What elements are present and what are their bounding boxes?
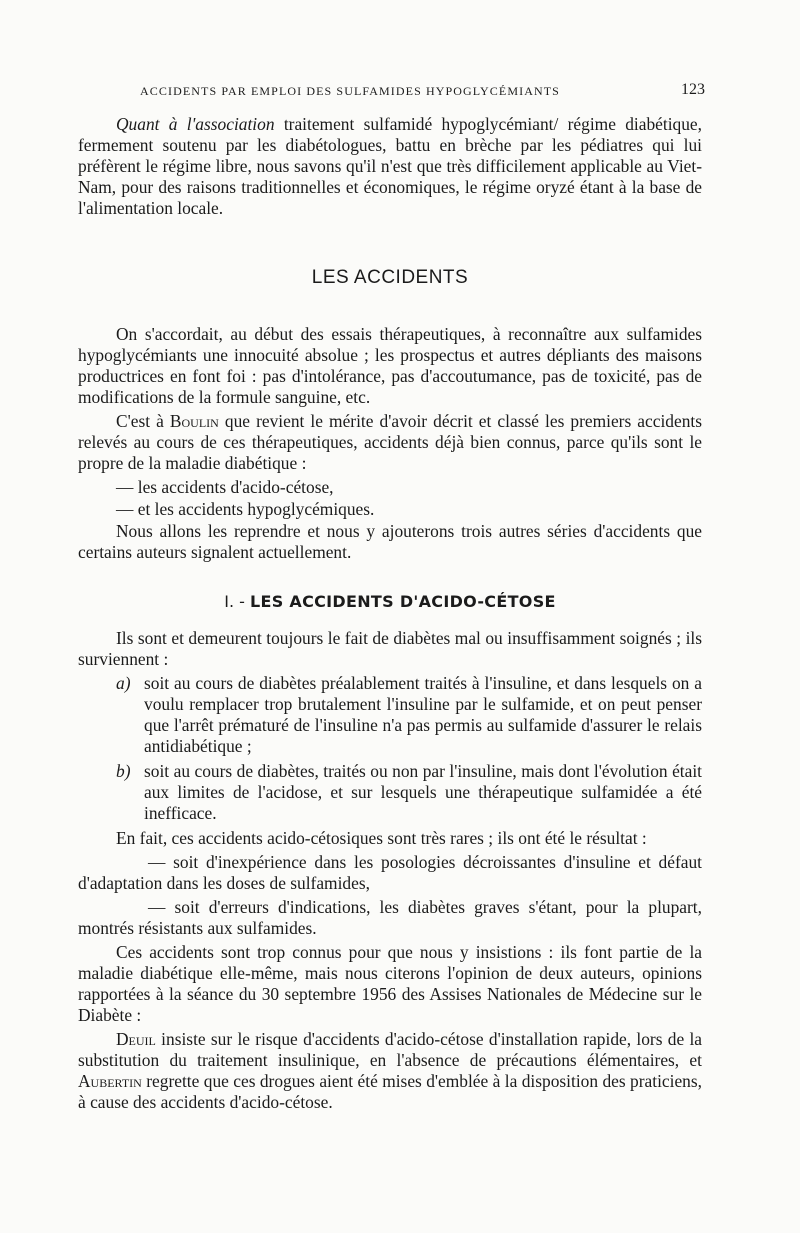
list-item-b xyxy=(78,761,702,824)
page-number: 123 xyxy=(681,81,705,98)
paragraph-series: Nous allons les reprendre et nous y ajouterons trois autres séries d'accidents que certains auteurs signalent actuellement. xyxy=(78,521,702,562)
paragraph-origin: Ils sont et demeurent toujours le fait de diabètes mal ou insuffisamment soignés ; ils surviennent : xyxy=(78,628,702,669)
paragraph-result: En fait, ces accidents acido-cétosiques sont très rares ; ils ont été le résultat : xyxy=(116,828,647,848)
author-name: Aubertin xyxy=(78,1071,142,1091)
list-item: — et les accidents hypoglycémiques. xyxy=(116,499,375,519)
author-name: Deuil xyxy=(116,1029,156,1049)
subsection-heading: LES ACCIDENTS D'ACIDO-CÉTOSE xyxy=(249,592,556,611)
paragraph-text: traitement sulfamidé hypoglycémiant/ régime diabétique, fermement soutenu par les diabétologues, battu en brèche par les pédiatres qui lui préfèrent le régime libre, nous savons qu'il n'est que très difficilement applicable au Viet-Nam, pour des raisons traditionnelles et économiques, le régime oryzé étant à la base de l'alimentation locale. xyxy=(78,114,702,218)
list-item-a xyxy=(78,673,702,757)
italic-phrase: Quant à l'association xyxy=(116,114,275,134)
paragraph-text: C'est à xyxy=(116,411,170,431)
paragraph-text: que revient le mérite d'avoir décrit et classé les premiers accidents relevés au cours de ces thérapeutiques, accidents déjà bien connus, parce qu'ils sont le propre de la maladie diabétique : xyxy=(78,411,703,473)
subsection-title xyxy=(78,591,702,612)
paragraph-opinions: Ces accidents sont trop connus pour que nous y insistions : ils font partie de la maladie diabétique elle-même, mais nous citerons l'opinion de deux auteurs, opinions rapportées à la séance du 30 septembre 1956 des Assises Nationales de Médecine sur le Diabète : xyxy=(78,942,702,1025)
paragraph-text: insiste sur le risque d'accidents d'acido-cétose d'installation rapide, lors de la substitution du traitement insulinique, en l'absence de précautions élémentaires, et xyxy=(78,1029,702,1070)
paragraph-deuil xyxy=(78,1029,702,1113)
author-name: Boulin xyxy=(169,411,219,431)
item-text: soit au cours de diabètes préalablement traités à l'insuline, et dans lesquels on a voulu remplacer trop brutalement l'insuline par le sulfamide, et on peut penser que l'arrêt prématuré de l'insuline n'a pas permis au sulfamide d'assurer le relais antidiabétique ; xyxy=(144,673,702,756)
list-item: — les accidents d'acido-cétose, xyxy=(116,477,334,497)
paragraph-boulin xyxy=(78,411,702,474)
paragraph-indications: — soit d'erreurs d'indications, les diabètes graves s'étant, pour la plupart, montrés résistants aux sulfamides. xyxy=(78,897,702,938)
paragraph-text: regrette que ces drogues aient été mises d'emblée à la disposition des praticiens, à cause des accidents d'acido-cétose. xyxy=(78,1071,702,1112)
page-body xyxy=(78,114,702,1116)
item-text: soit au cours de diabètes, traités ou non par l'insuline, mais dont l'évolution était aux limites de l'acidose, et sur lesquels une thérapeutique sulfamidée a été inefficace. xyxy=(144,761,702,823)
running-title: ACCIDENTS PAR EMPLOI DES SULFAMIDES HYPOGLYCÉMIANTS xyxy=(140,84,560,98)
section-title: LES ACCIDENTS xyxy=(311,267,469,288)
item-label: a) xyxy=(116,673,131,693)
paragraph-innocuity: On s'accordait, au début des essais thérapeutiques, à reconnaître aux sulfamides hypoglycémiants une innocuité absolue ; les prospectus et autres dépliants des maisons productrices en font foi : pas d'intolérance, pas d'accoutumance, pas de toxicité, pas de modifications de la formule sanguine, etc. xyxy=(78,324,702,407)
item-label: b) xyxy=(116,761,131,781)
paragraph-association xyxy=(78,114,702,219)
paragraph-inexperience: — soit d'inexpérience dans les posologies décroissantes d'insuline et défaut d'adaptation dans les doses de sulfamides, xyxy=(78,852,702,893)
subsection-number: I. - xyxy=(224,592,245,611)
running-header xyxy=(140,81,705,99)
